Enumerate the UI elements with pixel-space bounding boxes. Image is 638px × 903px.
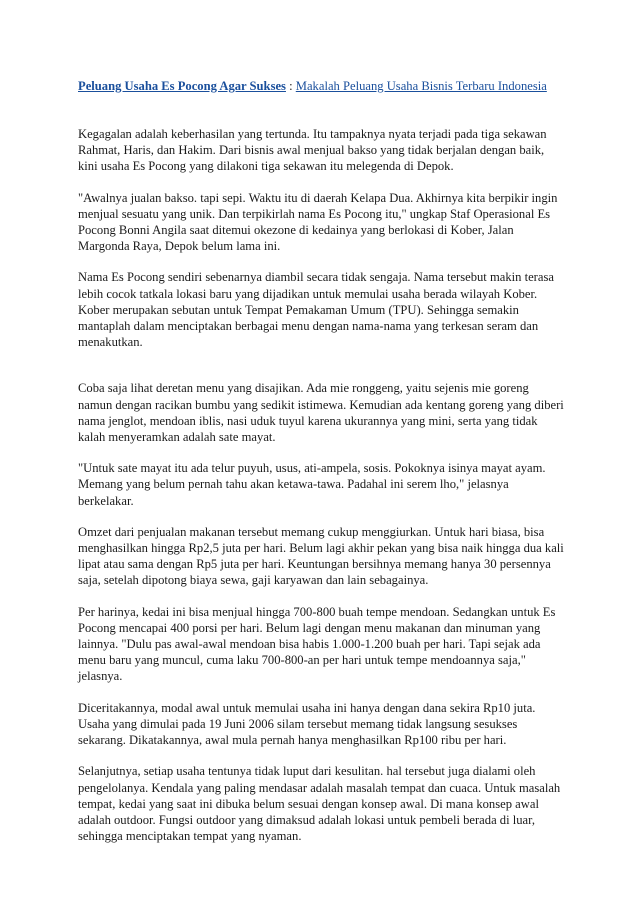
paragraph-menu: Coba saja lihat deretan menu yang disajikan. Ada mie ronggeng, yaitu sejenis mie goreng namun dengan racikan bumbu yang sedikit istimewa. Kemudian ada kentang goreng yang diberi nama jenglot, mendoan iblis, nasi uduk tuyul karena ukurannya yang mini, serta yang tidak kalah menyeramkan adalah sate mayat.	[78, 381, 564, 445]
article-source-link[interactable]: Makalah Peluang Usaha Bisnis Terbaru Indonesia	[295, 79, 547, 93]
paragraph-daily-sales: Per harinya, kedai ini bisa menjual hingga 700-800 buah tempe mendoan. Sedangkan untuk Es Pocong mencapai 400 porsi per hari. Belum lagi dengan menu makanan dan minuman yang lainnya. "Dulu pas awal-awal mendoan bisa habis 1.000-1.200 buah per hari. Tapi sejak ada menu baru yang muncul, cuma laku 700-800-an per hari untuk tempe mendoannya saja," jelasnya.	[78, 604, 556, 684]
paragraph-initial-capital: Diceritakannya, modal awal untuk memulai usaha ini hanya dengan dana sekira Rp10 juta. Usaha yang dimulai pada 19 Juni 2006 silam tersebut memang tidak langsung sesukses sekarang. Dikatakannya, awal mula pernah hanya menghasilkan Rp100 ribu per hari.	[78, 700, 536, 748]
paragraph-sate-mayat: "Untuk sate mayat itu ada telur puyuh, usus, ati-ampela, sosis. Pokoknya isinya mayat ayam. Memang yang belum pernah tahu akan ketawa-tawa. Padahal ini serem lho," jelasnya berkelakar.	[78, 461, 546, 508]
document-page	[78, 78, 564, 859]
article-header	[78, 78, 564, 94]
article-title-link[interactable]: Peluang Usaha Es Pocong Agar Sukses	[78, 79, 286, 93]
paragraph-omzet: Omzet dari penjualan makanan tersebut memang cukup menggiurkan. Untuk hari biasa, bisa menghasilkan hingga Rp2,5 juta per hari. Belum lagi akhir pekan yang bisa naik hingga dua kali lipat atau sama dengan Rp5 juta per hari. Keuntungan bersihnya memang hanya 30 persennya saja, setelah dipotong biaya sewa, gaji karyawan dan lain sebagainya.	[78, 524, 564, 588]
paragraph-challenges: Selanjutnya, setiap usaha tentunya tidak luput dari kesulitan. hal tersebut juga dialami oleh pengelolanya. Kendala yang paling mendasar adalah masalah tempat dan cuaca. Untuk masalah tempat, kedai yang saat ini dibuka belum sesuai dengan konsep awal. Di mana konsep awal adalah outdoor. Fungsi outdoor yang dimaksud adalah lokasi untuk pembeli berada di luar, sehingga menciptakan tempat yang nyaman.	[78, 764, 561, 844]
paragraph-name-origin: Nama Es Pocong sendiri sebenarnya diambil secara tidak sengaja. Nama tersebut makin terasa lebih cocok tatkala lokasi baru yang dijadikan untuk memulai usaha berada wilayah Kober. Kober merupakan sebutan untuk Tempat Pemakaman Umum (TPU). Sehingga semakin mantaplah dalam menciptakan berbagai menu dengan nama-nama yang terkesan seram dan menakutkan.	[78, 270, 554, 350]
paragraph-quote-origin: "Awalnya jualan bakso. tapi sepi. Waktu itu di daerah Kelapa Dua. Akhirnya kita berpikir ingin menjual sesuatu yang unik. Dan terpikirlah nama Es Pocong itu," ungkap Staf Operasional Es Pocong Bonni Angila saat ditemui okezone di kedainya yang berlokasi di Kober, Jalan Margonda Raya, Depok belum lama ini.	[78, 190, 558, 254]
header-separator: :	[285, 79, 296, 93]
paragraph-intro: Kegagalan adalah keberhasilan yang tertunda. Itu tampaknya nyata terjadi pada tiga sekawan Rahmat, Haris, dan Hakim. Dari bisnis awal menjual bakso yang tidak berjalan dengan baik, kini usaha Es Pocong yang dilakoni tiga sekawan itu melegenda di Depok.	[78, 127, 547, 174]
